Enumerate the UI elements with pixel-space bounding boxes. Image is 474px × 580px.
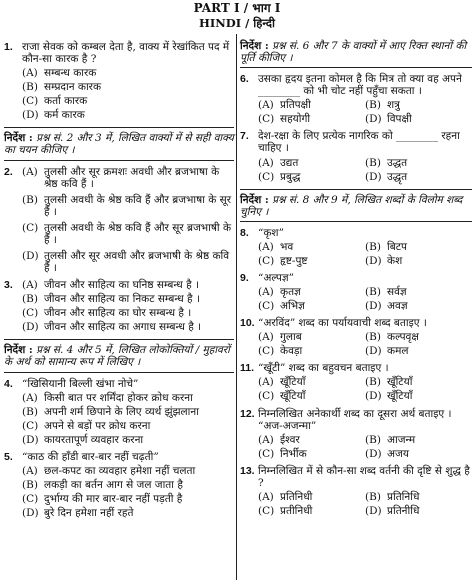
question-number: 12. [240, 407, 255, 420]
question-text: “खिसियानी बिल्ली खंभा नोचे” [22, 377, 139, 390]
option-text: खूँटियाँ [280, 390, 306, 403]
question-number: 8. [240, 226, 249, 239]
option-d[interactable] [365, 113, 472, 125]
option-label: (C) [258, 504, 275, 517]
option-label: (D) [22, 321, 39, 334]
option-text: अपने से बड़ों पर क्रोध करना [44, 419, 151, 432]
option-label: (A) [258, 376, 274, 389]
option-text: जीवन और साहित्य का निकट सम्बन्ध है । [44, 293, 200, 306]
option-label: (C) [22, 221, 39, 234]
option-label: (A) [22, 165, 38, 178]
question-number: 4. [4, 377, 13, 390]
option-b[interactable] [365, 331, 472, 343]
option-c[interactable] [258, 448, 365, 460]
option-text: प्रतिनिधि [387, 490, 420, 503]
option-label: (C) [258, 390, 275, 403]
question-number: 6. [240, 73, 249, 86]
question-text: उसका हृदय इतना कोमल है कि मित्र तो क्या वह अपने ________ को भी चोट नहीं पहुँचा सकता । [258, 73, 462, 98]
right-column [240, 36, 472, 580]
option-text: उद्धृत [387, 170, 408, 183]
option-c[interactable] [258, 345, 365, 357]
question-number: 13. [240, 464, 255, 477]
option-b[interactable] [22, 194, 234, 218]
options-12 [258, 434, 472, 460]
option-d[interactable] [22, 321, 234, 333]
option-b[interactable] [22, 293, 234, 305]
option-d[interactable] [365, 505, 472, 517]
option-label: (B) [365, 99, 381, 112]
option-c[interactable] [258, 113, 365, 125]
option-b[interactable] [365, 99, 472, 111]
option-label: (B) [365, 490, 381, 503]
question-number: 7. [240, 130, 249, 143]
option-text: प्रतिनिधी [280, 490, 313, 503]
option-label: (A) [258, 99, 274, 112]
page-header [0, 2, 474, 30]
option-label: (D) [365, 170, 382, 183]
option-b[interactable] [22, 406, 234, 418]
option-d[interactable] [365, 300, 472, 312]
option-label: (B) [22, 193, 38, 206]
instruction-lead: निर्देश : [4, 344, 33, 357]
option-label: (B) [365, 331, 381, 344]
option-text: केवड़ा [280, 345, 303, 358]
option-a[interactable] [22, 465, 234, 477]
option-text: अपनी शर्म छिपाने के लिए व्यर्थ झुंझलाना [44, 405, 199, 418]
option-d[interactable] [365, 390, 472, 402]
option-label: (B) [22, 81, 38, 94]
option-d[interactable] [22, 109, 234, 121]
option-label: (C) [258, 300, 275, 313]
option-b[interactable] [365, 241, 472, 253]
option-d[interactable] [22, 434, 234, 446]
option-text: जीवन और साहित्य का घोर सम्बन्ध है । [44, 307, 192, 320]
option-a[interactable] [22, 67, 234, 79]
option-label: (B) [22, 405, 38, 418]
option-label: (B) [365, 240, 381, 253]
option-label: (D) [365, 300, 382, 313]
question-number: 1. [4, 41, 13, 53]
question-6 [240, 73, 472, 97]
option-label: (A) [258, 156, 274, 169]
option-text: बुरे दिन हमेशा नहीं रहते [44, 507, 134, 520]
option-text: प्रतिनीधि [387, 504, 420, 517]
instruction-lead: निर्देश : [240, 193, 269, 206]
option-label: (D) [365, 345, 382, 358]
option-text: अवज्ञ [387, 300, 408, 313]
option-label: (C) [258, 345, 275, 358]
option-c[interactable] [22, 307, 234, 319]
question-10 [240, 317, 472, 329]
option-a[interactable] [258, 331, 365, 343]
option-label: (A) [258, 286, 274, 298]
column-divider [236, 34, 237, 580]
option-d[interactable] [365, 171, 472, 183]
option-text: जीवन और साहित्य का घनिष्ठ सम्बन्ध है । [44, 279, 199, 292]
question-number: 2. [4, 165, 13, 178]
option-b[interactable] [365, 376, 472, 388]
options-8 [258, 241, 472, 267]
option-text: प्रतिपक्षी [280, 99, 311, 112]
option-b[interactable] [365, 286, 472, 298]
option-b[interactable] [365, 434, 472, 446]
option-c[interactable] [258, 171, 365, 183]
option-text: दुर्भाग्य की मार बार-बार नहीं पड़ती है [44, 493, 183, 505]
option-a[interactable] [258, 241, 365, 253]
option-label: (D) [365, 113, 382, 126]
option-label: (A) [258, 490, 274, 503]
option-text: सर्वज्ञ [387, 286, 407, 298]
option-text: तुलसी अवधी के श्रेष्ठ कवि हैं और ब्रजभाषा के सूर हैं । [44, 193, 232, 218]
instruction-lead: निर्देश : [4, 132, 33, 145]
question-9 [240, 272, 472, 284]
question-text: “अरविंद” शब्द का पर्यायवाची शब्द बताइए । [258, 317, 427, 330]
option-label: (D) [365, 254, 382, 267]
options-6 [258, 99, 472, 125]
option-a[interactable] [258, 491, 365, 503]
option-a[interactable] [22, 392, 234, 404]
option-label: (B) [365, 286, 381, 298]
option-label: (B) [365, 433, 381, 446]
instruction-block [4, 339, 234, 372]
instruction-text: प्रश्न सं. 4 और 5 में, लिखित लोकोक्तियों / मुहावरों के अर्थ को सामान्य रूप में लिखिए । [4, 344, 230, 369]
option-label: (B) [365, 376, 381, 389]
option-label: (C) [22, 307, 39, 320]
option-c[interactable] [22, 420, 234, 432]
question-12 [240, 408, 472, 432]
question-8 [240, 227, 472, 239]
option-d[interactable] [365, 345, 472, 357]
question-5 [4, 451, 234, 463]
option-a[interactable] [258, 157, 365, 169]
option-text: तुलसी और सूर अवधी और ब्रजभाषी के श्रेष्ठ कवि हैं । [44, 249, 230, 274]
question-text: निम्नलिखित में से कौन-सा शब्द वर्तनी की दृष्टि से शुद्ध है ? [258, 464, 470, 489]
options-7 [258, 157, 472, 183]
option-label: (C) [258, 447, 275, 460]
option-text: उद्यत [280, 156, 299, 169]
instruction-text: प्रश्न सं. 8 और 9 में, लिखित शब्दों के विलोम शब्द चुनिए । [240, 193, 463, 218]
instruction-block [240, 36, 472, 68]
option-text: केश [387, 254, 403, 267]
option-c[interactable] [258, 300, 365, 312]
question-number: 5. [4, 450, 13, 463]
option-text: सहयोगी [280, 113, 311, 126]
option-label: (D) [22, 507, 39, 520]
option-text: कर्ता कारक [44, 95, 88, 108]
option-text: विपक्षी [387, 113, 412, 126]
instruction-text: प्रश्न सं. 2 और 3 में, लिखित वाक्यों में से सही वाक्य का चयन कीजिए । [4, 132, 234, 157]
option-label: (C) [258, 113, 275, 126]
option-label: (C) [258, 170, 275, 183]
option-text: छल-कपट का व्यवहार हमेशा नहीं चलता [44, 464, 196, 477]
option-label: (A) [258, 433, 274, 446]
option-d[interactable] [22, 250, 234, 274]
option-text: अजय [387, 447, 409, 460]
instruction-block [4, 127, 234, 160]
question-text: निम्नलिखित अनेकार्थी शब्द का दूसरा अर्थ बताइए । “अज-अजन्मा” [258, 407, 452, 432]
option-label: (D) [22, 433, 39, 446]
options-2 [22, 166, 234, 275]
option-a[interactable] [258, 376, 365, 388]
option-d[interactable] [365, 255, 472, 267]
option-text: ईश्वर [280, 433, 300, 446]
option-label: (A) [22, 391, 38, 404]
option-b[interactable] [365, 157, 472, 169]
option-label: (D) [22, 249, 39, 262]
option-a[interactable] [258, 99, 365, 111]
option-label: (D) [365, 390, 382, 403]
options-5 [22, 465, 234, 519]
option-b[interactable] [22, 479, 234, 491]
option-text: भव [280, 240, 294, 253]
option-a[interactable] [22, 279, 234, 291]
option-label: (D) [365, 504, 382, 517]
option-text: आजन्म [387, 433, 416, 446]
option-text: जीवन और साहित्य का अगाध सम्बन्ध है । [44, 321, 202, 334]
option-c[interactable] [258, 255, 365, 267]
instruction-block [240, 189, 472, 222]
option-label: (C) [258, 254, 275, 267]
option-text: बिटप [387, 240, 407, 253]
question-number: 10. [240, 317, 255, 330]
option-text: उद्धत [387, 156, 408, 169]
option-text: कमल [387, 345, 409, 358]
options-3 [22, 279, 234, 333]
options-4 [22, 392, 234, 446]
option-a[interactable] [258, 434, 365, 446]
option-text: शत्रु [387, 99, 400, 112]
option-text: कल्पवृक्ष [387, 331, 419, 344]
option-text: तुलसी अवधी के श्रेष्ठ कवि हैं और सूर ब्रजभाषी के हैं । [44, 221, 232, 246]
option-text: कायरतापूर्ण व्यवहार करना [44, 433, 144, 446]
question-text: राजा सेवक को कम्बल देता है, वाक्य में रेखांकित पद में कौन-सा कारक है ? [22, 41, 230, 66]
question-text: “अल्पज्ञ” [258, 271, 294, 284]
option-text: तुलसी और सूर क्रमशः अवधी और ब्रजभाषा के श्रेष्ठ कवि हैं । [44, 165, 220, 190]
option-a[interactable] [258, 286, 365, 298]
option-label: (B) [22, 478, 38, 491]
question-number: 11. [240, 362, 255, 375]
option-label: (D) [365, 447, 382, 460]
question-7 [240, 130, 472, 154]
option-label: (C) [22, 419, 39, 432]
question-4 [4, 378, 234, 390]
question-1 [4, 41, 234, 65]
option-label: (C) [22, 493, 39, 505]
option-label: (A) [22, 279, 38, 292]
option-text: लकड़ी का बर्तन आग से जल जाता है [44, 478, 183, 491]
option-text: निर्भीक [280, 447, 307, 460]
option-a[interactable] [22, 166, 234, 190]
option-text: सम्बन्ध कारक [44, 67, 97, 80]
option-d[interactable] [22, 507, 234, 519]
option-c[interactable] [22, 222, 234, 246]
question-number: 9. [240, 271, 249, 284]
option-text: कृतज्ञ [280, 286, 301, 298]
option-label: (A) [22, 464, 38, 477]
option-text: कर्म कारक [44, 109, 85, 122]
option-c[interactable] [258, 390, 365, 402]
options-9 [258, 286, 472, 312]
part-title: PART I / भाग I [193, 1, 281, 15]
option-label: (A) [22, 67, 38, 80]
option-label: (A) [258, 331, 274, 344]
option-label: (C) [22, 95, 39, 108]
option-text: गुलाब [280, 331, 302, 344]
option-text: सम्प्रदान कारक [44, 81, 102, 94]
instruction-lead: निर्देश : [240, 40, 269, 52]
option-text: खूँटियाँ [387, 376, 413, 389]
question-text: देश-रक्षा के लिए प्रत्येक नागरिक को ________ रहना चाहिए । [258, 130, 460, 155]
option-d[interactable] [365, 448, 472, 460]
question-13 [240, 465, 472, 489]
option-label: (A) [258, 240, 274, 253]
question-text: “काठ की हाँडी बार-बार नहीं चढ़ती” [22, 450, 159, 463]
question-number: 3. [4, 279, 13, 292]
option-label: (D) [22, 109, 39, 122]
option-c[interactable] [22, 95, 234, 107]
options-13 [258, 491, 472, 517]
question-11 [240, 362, 472, 374]
options-10 [258, 331, 472, 357]
option-text: खूँटियाँ [387, 390, 413, 403]
question-text: “कृश” [258, 226, 284, 239]
option-text: प्रबुद्ध [280, 170, 301, 183]
option-text: अभिज्ञ [280, 300, 305, 313]
option-text: किसी बात पर शर्मिंदा होकर क्रोध करना [44, 391, 193, 404]
option-text: प्रतीनिधी [280, 504, 313, 517]
option-c[interactable] [258, 505, 365, 517]
option-label: (B) [22, 293, 38, 306]
option-c[interactable] [22, 493, 234, 505]
options-1 [22, 67, 234, 121]
option-b[interactable] [22, 81, 234, 93]
question-text: “खूँटी” शब्द का बहुवचन बताइए । [258, 362, 389, 375]
instruction-text: प्रश्न सं. 6 और 7 के वाक्यों में आए रिक्त स्थानों की पूर्ति कीजिए । [240, 40, 467, 65]
subject-title: HINDI / हिन्दी [198, 15, 276, 30]
option-b[interactable] [365, 491, 472, 503]
left-column [4, 36, 234, 580]
option-text: हृष्ट-पुष्ट [280, 254, 308, 267]
option-label: (B) [365, 156, 381, 169]
option-text: खूँटियाँ [280, 376, 306, 389]
options-11 [258, 376, 472, 402]
